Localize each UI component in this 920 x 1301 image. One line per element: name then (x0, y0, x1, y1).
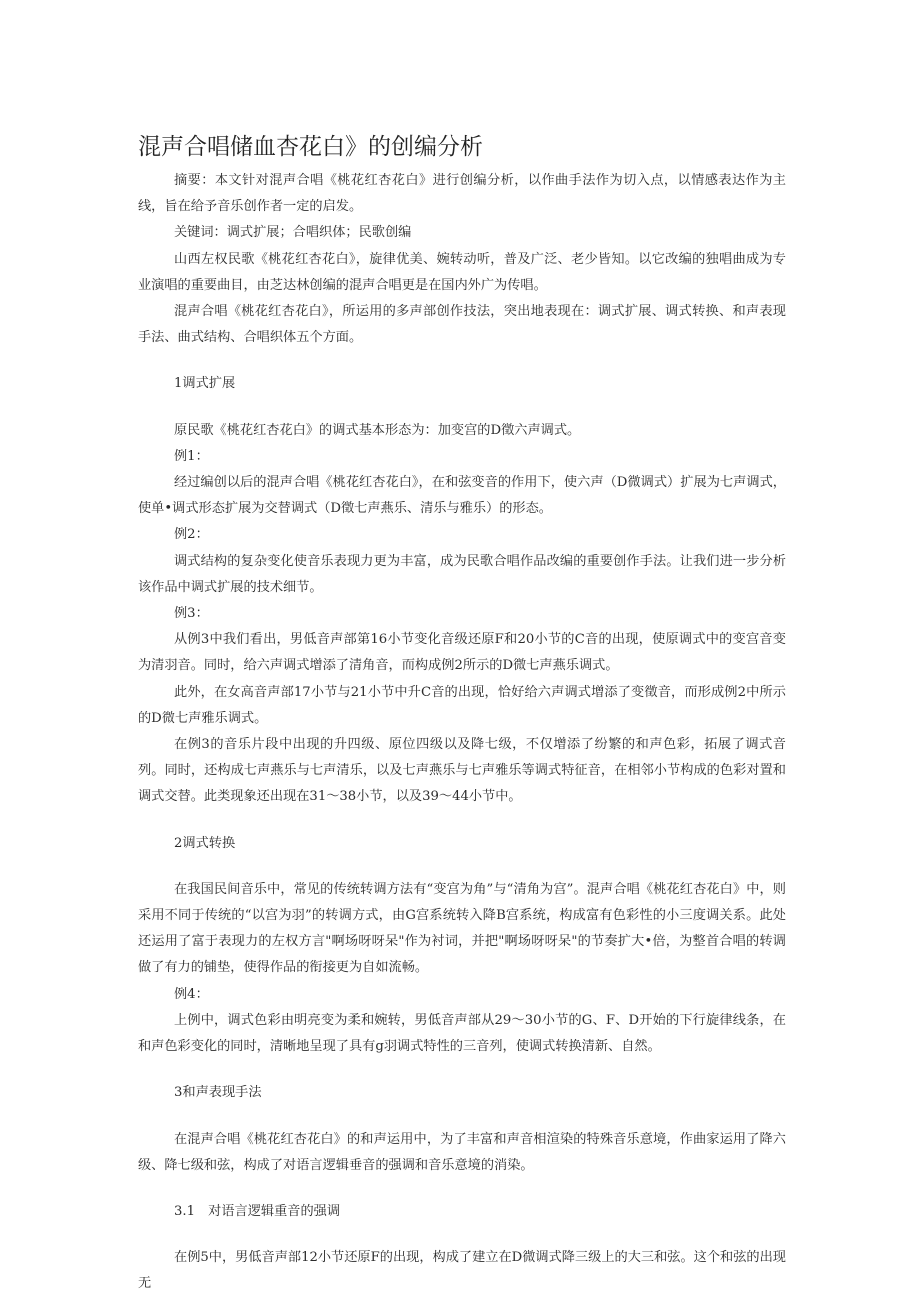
body-paragraph: 混声合唱《桃花红杏花白》，所运用的多声部创作技法，突出地表现在：调式扩展、调式转换、和声表现手法、曲式结构、合唱织体五个方面。 (138, 304, 786, 346)
example-label: 例4： (174, 986, 209, 1002)
example-label: 例2： (174, 527, 209, 543)
body-paragraph: 此外，在女高音声部17小节与21小节中升C音的出现，恰好给六声调式增添了变徵音，而形成例2中所示的D微七声雅乐调式。 (138, 684, 786, 726)
body-paragraph: 上例中，调式色彩由明亮变为柔和婉转，男低音声部从29〜30小节的G、F、D开始的下行旋律线条，在和声色彩变化的同时，清晰地呈现了具有g羽调式特性的三音列，使调式转换清新、自然。 (138, 1012, 786, 1055)
body-paragraph: 在混声合唱《桃花红杏花白》的和声运用中，为了丰富和声音相渲染的特殊音乐意境，作曲家运用了降六级、降七级和弦，构成了对语言逻辑垂音的强调和音乐意境的消染。 (138, 1131, 786, 1173)
document-title: 混声合唱储血杏花白》的创编分析 (138, 134, 483, 160)
body-paragraph: 在我国民间音乐中，常见的传统转调方法有“变宫为角”与“清角为宫”。混声合唱《桃花红杏花白》中，则采用不同于传统的“以宫为羽”的转调方式，由G宫系统转入降B宫系统，构成富有色彩性的小三度调关系。此处还运用了富于表现力的左权方言"啊场呀呀呆"作为衬词，并把"啊场呀呀呆"的节奏扩大•倍，为整首合唱的转调做了有力的铺垫，使得作品的衔接更为自如流畅。 (138, 881, 786, 976)
example-label: 例3： (174, 606, 209, 622)
abstract-paragraph: 摘要：本文针对混声合唱《桃花红杏花白》进行创编分析，以作曲手法作为切入点，以情感表达作为主线，旨在给予音乐创作者一定的启发。 (138, 173, 786, 215)
document-body (138, 168, 786, 1298)
body-paragraph: 在例5中，男低音声部12小节还原F的出现，构成了建立在D微调式降三级上的大三和弦。这个和弦的出现无 (138, 1250, 786, 1292)
example-label: 例1： (174, 448, 209, 464)
body-paragraph: 从例3中我们看出，男低音声部第16小节变化音级还原F和20小节的C音的出现，使原调式中的变宫音变为清羽音。同时，给六声调式增添了清角音，而构成例2所示的D微七声燕乐调式。 (138, 632, 786, 674)
section-heading: 2调式转换 (174, 835, 236, 851)
body-paragraph: 调式结构的复杂变化使音乐表现力更为丰富，成为民歌合唱作品改编的重要创作手法。让我们进一步分析该作品中调式扩展的技术细节。 (138, 553, 786, 595)
section-heading: 1调式扩展 (174, 376, 236, 392)
section-heading: 3和声表现手法 (174, 1085, 262, 1101)
body-paragraph: 经过编创以后的混声合唱《桃花红杏花白》，在和弦变音的作用下，使六声（D微调式）扩展为七声调式，使单•调式形态扩展为交替调式（D徵七声燕乐、清乐与雅乐）的形态。 (138, 475, 786, 517)
keywords-paragraph: 关键词：调式扩展；合唱织体；民歌创编 (174, 225, 412, 241)
subsection-heading: 3.1 对语言逻辑重音的强调 (174, 1203, 341, 1219)
body-paragraph: 原民歌《桃花红杏花白》的调式基本形态为：加变宫的D徵六声调式。 (174, 422, 581, 438)
body-paragraph: 在例3的音乐片段中出现的升四级、原位四级以及降七级，不仅增添了纷繁的和声色彩，拓展了调式音列。同时，还构成七声燕乐与七声清乐，以及七声燕乐与七声雅乐等调式特征音，在相邻小节构成的色彩对置和调式交替。此类现象还出现在31〜38小节，以及39〜44小节中。 (138, 737, 786, 805)
body-paragraph: 山西左权民歌《桃花红杏花白》，旋律优美、婉转动听，普及广泛、老少皆知。以它改编的独唱曲成为专业演唱的重要曲目，由芝达林创编的混声合唱更是在国内外广为传唱。 (138, 251, 786, 293)
